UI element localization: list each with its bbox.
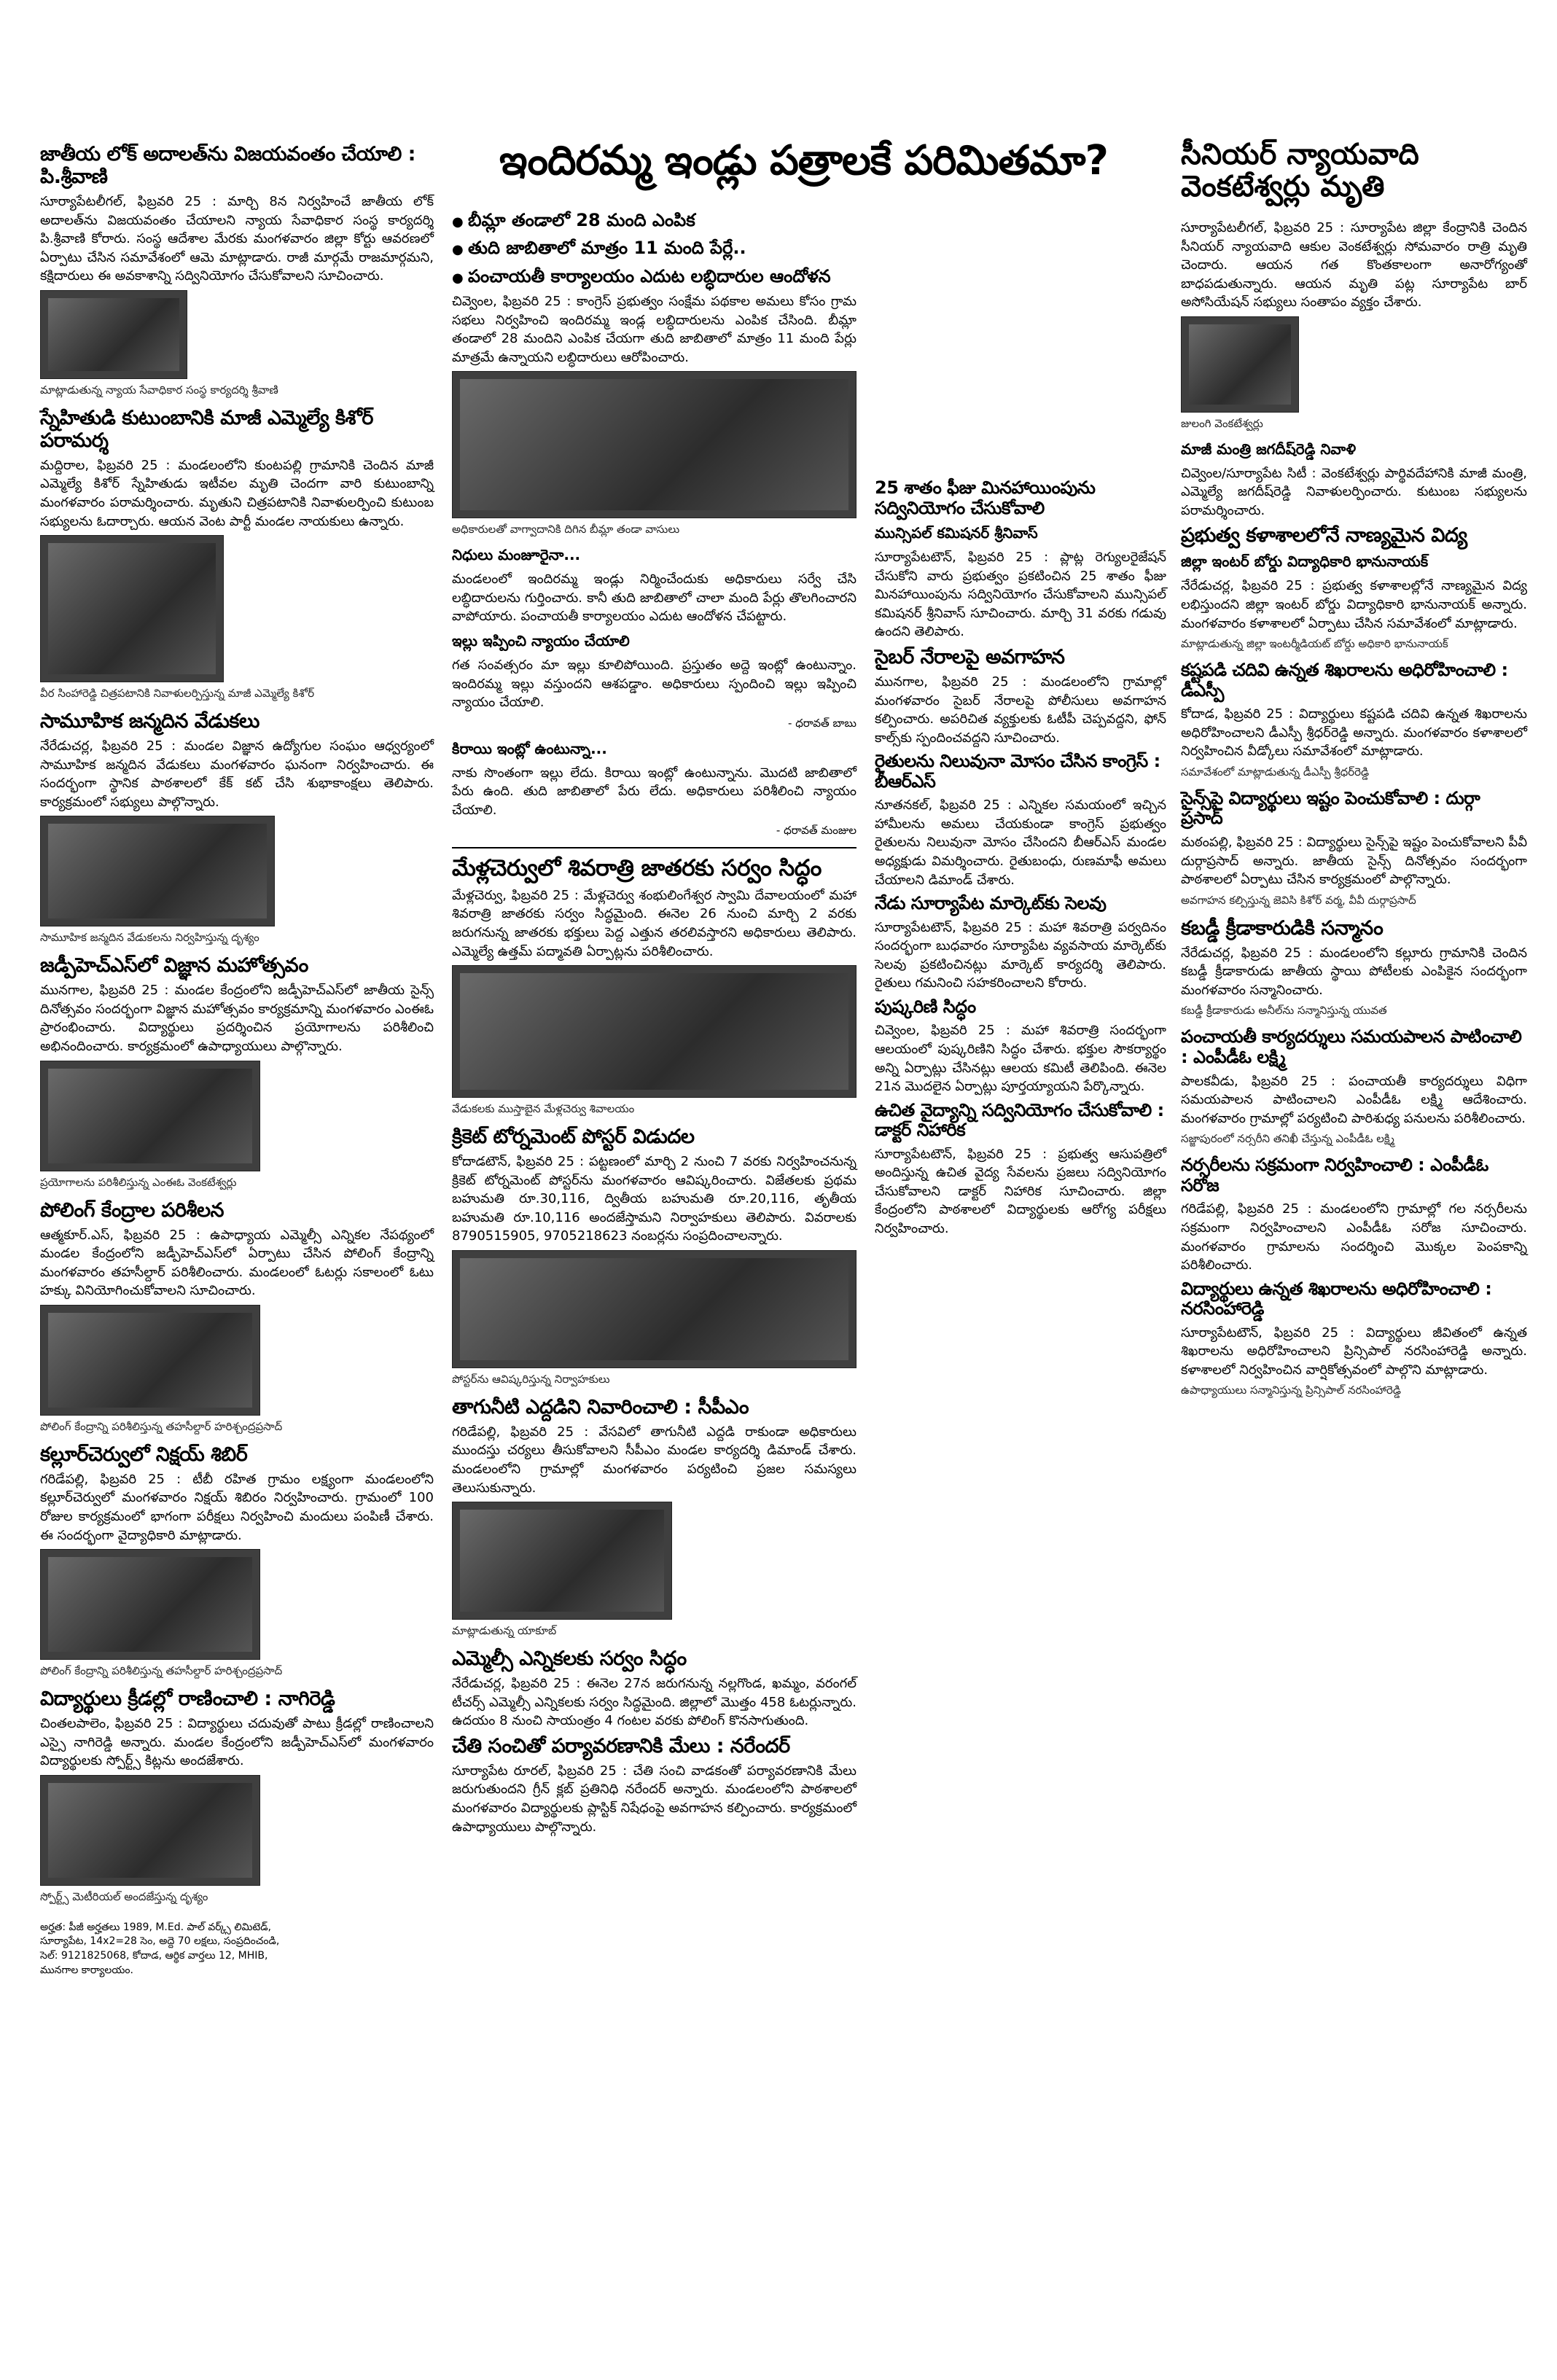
column-3 bbox=[875, 474, 1166, 1243]
article-headline: స్నేహితుడి కుటుంబానికి మాజీ ఎమ్మెల్యే కిశోర్ పరామర్శ bbox=[40, 406, 373, 452]
article-body: సూర్యాపేటటౌన్, ఫిబ్రవరి 25 : ప్లాట్ల రెగ్యులరైజేషన్ చేసుకోని వారు ప్రభుత్వం ప్రకటించిన 25 శాతం ఫీజు మినహాయింపును సద్వినియోగం చేసుకోవాలని మున్సిపల్ కమిషనర్ శ్రీనివాస్ సూచించారు. మార్చి 31 వరకు గడువు ఉందని తెలిపారు. bbox=[875, 550, 1166, 640]
news-photo bbox=[40, 816, 275, 926]
article-headline: ఎమ్మెల్సీ ఎన్నికలకు సర్వం సిద్ధం bbox=[452, 1647, 687, 1671]
byline: - ధరావత్ మంజుల bbox=[776, 824, 856, 838]
article-headline: జడ్పీహెచ్‌ఎస్‌లో విజ్ఞాన మహోత్సవం bbox=[40, 954, 308, 978]
sub-heading: జిల్లా ఇంటర్ బోర్డు విద్యాధికారి భానునాయక్ bbox=[1181, 553, 1429, 571]
photo-caption: వీర సింహారెడ్డి చిత్రపటానికి నివాళులర్పిస్తున్న మాజీ ఎమ్మెల్యే కిశోర్ bbox=[40, 687, 315, 701]
article-body: మఠంపల్లి, ఫిబ్రవరి 25 : విద్యార్థులు సైన్స్‌పై ఇష్టం పెంచుకోవాలని పీవీ దుర్గాప్రసాద్ అన్నారు. జాతీయ సైన్స్ దినోత్సవం సందర్భంగా పాఠశాలలో ఏర్పాటు చేసిన కార్యక్రమంలో పాల్గొన్నారు. bbox=[1181, 835, 1527, 888]
article-headline: కష్టపడి చదివి ఉన్నత శిఖరాలను అధిరోహించాలి : డీఎస్పీ bbox=[1181, 660, 1508, 701]
article-headline: చేతి సంచితో పర్యావరణానికి మేలు : నరేందర్ bbox=[452, 1734, 790, 1757]
article-body: నేరేడుచర్ల, ఫిబ్రవరి 25 : ఈనెల 27న జరుగనున్న నల్లగొండ, ఖమ్మం, వరంగల్ టీచర్స్ ఎమ్మెల్సీ ఎన్నికలకు సర్వం సిద్ధమైంది. జిల్లాలో మొత్తం 458 ఓటర్లున్నారు. ఉదయం 8 నుంచి సాయంత్రం 4 గంటల వరకు పోలింగ్ కొనసాగుతుంది. bbox=[452, 1676, 856, 1729]
article-headline: పుష్కరిణి సిద్ధం bbox=[875, 996, 976, 1017]
article-headline: రైతులను నిలువునా మోసం చేసిన కాంగ్రెస్ : బీఆర్ఎస్ bbox=[875, 751, 1160, 792]
news-photo bbox=[40, 1549, 260, 1660]
article-headline: క్రికెట్ టోర్నమెంట్ పోస్టర్ విడుదల bbox=[452, 1125, 695, 1149]
article-headline: పోలింగ్ కేంద్రాల పరిశీలన bbox=[40, 1198, 224, 1222]
article-headline: సైన్స్‌పై విద్యార్థులు ఇష్టం పెంచుకోవాలి : దుర్గా ప్రసాద్ bbox=[1181, 787, 1480, 829]
bullet-point: ● తుది జాబితాలో మాత్రం 11 మంది పేర్లే.. bbox=[452, 236, 856, 260]
footnote: అర్హత: పీజీ అర్హతలు 1989, M.Ed. పాల్ వర్క్స్ లిమిటెడ్, సూర్యాపేట, 14x2=28 సెం, అద్దె 70 లక్షలు, సంప్రదించండి, సెల్: 9121825068, కోదాడ, ఆర్థిక వార్తలు 12, MHIB, మునగాల కార్యాలయం. bbox=[40, 1921, 280, 1976]
article-headline: జాతీయ లోక్ అదాలత్‌ను విజయవంతం చేయాలి : పి.శ్రీవాణి bbox=[40, 143, 415, 189]
article-body: నూతనకల్, ఫిబ్రవరి 25 : ఎన్నికల సమయంలో ఇచ్చిన హామీలను అమలు చేయకుండా కాంగ్రెస్ ప్రభుత్వం రైతులను నిలువునా మోసం చేసిందని బీఆర్ఎస్ మండల అధ్యక్షుడు విమర్శించారు. రైతుబంధు, రుణమాఫీ అమలు చేయాలని డిమాండ్ చేశారు. bbox=[875, 797, 1166, 888]
article-body: నేరేడుచర్ల, ఫిబ్రవరి 25 : ప్రభుత్వ కళాశాలల్లోనే నాణ్యమైన విద్య లభిస్తుందని జిల్లా ఇంటర్ బోర్డు విద్యాధికారి భానునాయక్ అన్నారు. మంగళవారం కళాశాలలో ఏర్పాటు చేసిన సమావేశంలో మాట్లాడారు. bbox=[1181, 578, 1527, 631]
main-banner-headline: ఇందిరమ్మ ఇండ్లు పత్రాలకే పరిమితమా? bbox=[499, 137, 1108, 184]
article-body: సూర్యాపేటటౌన్, ఫిబ్రవరి 25 : విద్యార్థులు జీవితంలో ఉన్నత శిఖరాలను అధిరోహించాలని ప్రిన్సిపాల్ నరసింహారెడ్డి అన్నారు. కళాశాలలో నిర్వహించిన వార్షికోత్సవంలో పాల్గొని మాట్లాడారు. bbox=[1181, 1324, 1527, 1378]
news-photo bbox=[1181, 316, 1299, 413]
newspaper-page bbox=[40, 138, 1527, 2362]
article-body: చివ్వెంల, ఫిబ్రవరి 25 : కాంగ్రెస్ ప్రభుత్వం సంక్షేమ పథకాల అమలు కోసం గ్రామ సభలు నిర్వహించి ఇందిరమ్మ ఇండ్ల లబ్ధిదారులను ఎంపిక చేసింది. బీమ్లా తండాలో 28 మందిని ఎంపిక చేయగా తుది జాబితాలో మాత్రం 11 మంది పేర్లు మాత్రమే ఉన్నాయని లబ్ధిదారులు ఆరోపించారు. bbox=[452, 294, 856, 365]
article-body: చింతలపాలెం, ఫిబ్రవరి 25 : విద్యార్థులు చదువుతో పాటు క్రీడల్లో రాణించాలని ఎస్సై నాగిరెడ్డి అన్నారు. మండల కేంద్రంలోని జడ్పీహెచ్‌ఎస్‌లో మంగళవారం విద్యార్థులకు స్పోర్ట్స్ కిట్లను అందజేశారు. bbox=[40, 1716, 434, 1769]
article-body: నేరేడుచర్ల, ఫిబ్రవరి 25 : మండలంలోని కల్లూరు గ్రామానికి చెందిన కబడ్డీ క్రీడాకారుడు జాతీయ స్థాయి పోటీలకు ఎంపికైన సందర్భంగా మంగళవారం సన్మానించారు. bbox=[1181, 945, 1527, 998]
photo-caption: పోలింగ్ కేంద్రాన్ని పరిశీలిస్తున్న తహసీల్దార్ హరిశ్చంద్రప్రసాద్ bbox=[40, 1419, 283, 1433]
article-headline: మేళ్లచెర్వులో శివరాత్రి జాతరకు సర్వం సిద్ధం bbox=[452, 855, 822, 882]
photo-caption: అవగాహన కల్పిస్తున్న జెవిసి కిశోర్ వర్మ, వీవీ దుర్గాప్రసాద్ bbox=[1181, 893, 1416, 907]
news-photo bbox=[40, 1305, 260, 1416]
news-photo bbox=[40, 1061, 260, 1171]
article-body: గరిడేపల్లి, ఫిబ్రవరి 25 : మండలంలోని గ్రామాల్లో గల నర్సరీలను సక్రమంగా నిర్వహించాలని ఎంపీడీఓ సరోజ సూచించారు. మంగళవారం గ్రామాలను సందర్శించి మొక్కల పెంపకాన్ని పరిశీలించారు. bbox=[1181, 1201, 1527, 1273]
article-headline: కల్లూర్‌చెర్వులో నిక్షయ్ శిబిర్ bbox=[40, 1443, 248, 1466]
news-photo bbox=[40, 1775, 260, 1886]
sub-heading: కిరాయి ఇంట్లో ఉంటున్నా... bbox=[452, 739, 607, 757]
column-1 bbox=[40, 138, 434, 1978]
article-body: మేళ్లచెర్వు, ఫిబ్రవరి 25 : మేళ్లచెర్వు శంభులింగేశ్వర స్వామి దేవాలయంలో మహా శివరాత్రి జాతరకు సర్వం సిద్ధమైంది. ఈనెల 26 నుంచి మార్చి 2 వరకు జరుగనున్న జాతరకు భక్తులు పెద్ద ఎత్తున తరలివస్తారని అధికారులు తెలిపారు. ఎమ్మెల్యే ఉత్తమ్ పద్మావతి ఏర్పాట్లను పరిశీలించారు. bbox=[452, 887, 856, 959]
photo-caption: సజ్జాపురంలో నర్సరీని తనిఖీ చేస్తున్న ఎంపీడీఓ లక్ష్మి bbox=[1181, 1132, 1394, 1146]
article-body: పాలకవీడు, ఫిబ్రవరి 25 : పంచాయతీ కార్యదర్శులు విధిగా సమయపాలన పాటించాలని ఎంపీడీఓ లక్ష్మి ఆదేశించారు. మంగళవారం గ్రామాల్లో పర్యటించి పారిశుధ్య పనులను పరిశీలించారు. bbox=[1181, 1073, 1527, 1126]
article-headline: 25 శాతం ఫీజు మినహాయింపును సద్వినియోగం చేసుకోవాలి bbox=[875, 477, 1096, 518]
article-headline: విద్యార్థులు క్రీడల్లో రాణించాలి : నాగిరెడ్డి bbox=[40, 1688, 335, 1711]
news-photo bbox=[452, 371, 856, 518]
bullet-point: ● బీమ్లా తండాలో 28 మంది ఎంపిక bbox=[452, 208, 856, 232]
article-headline: సామూహిక జన్మదిన వేడుకలు bbox=[40, 710, 260, 733]
sub-heading: నిధులు మంజూరైనా... bbox=[452, 546, 581, 564]
article-headline: విద్యార్థులు ఉన్నత శిఖరాలను అధిరోహించాలి : నరసింహారెడ్డి bbox=[1181, 1278, 1492, 1319]
article-body: ఆత్మకూర్.ఎస్, ఫిబ్రవరి 25 : ఉపాధ్యాయ ఎమ్మెల్సీ ఎన్నికల నేపథ్యంలో మండల కేంద్రంలోని జడ్పీహెచ్‌ఎస్‌లో ఏర్పాటు చేసిన పోలింగ్ కేంద్రాన్ని మంగళవారం తహసీల్దార్ పరిశీలించారు. మండలంలో ఓటర్లు సకాలంలో ఓటు హక్కు వినియోగించుకోవాలని సూచించారు. bbox=[40, 1227, 434, 1299]
photo-caption: మాట్లాడుతున్న న్యాయ సేవాధికార సంస్థ కార్యదర్శి శ్రీవాణి bbox=[40, 383, 278, 397]
divider bbox=[452, 847, 856, 848]
article-body: మునగాల, ఫిబ్రవరి 25 : మండల కేంద్రంలోని జడ్పీహెచ్‌ఎస్‌లో జాతీయ సైన్స్ దినోత్సవం సందర్భంగా విజ్ఞాన మహోత్సవం కార్యక్రమాన్ని మంగళవారం ఎంఈఓ ప్రారంభించారు. విద్యార్థులు ప్రదర్శించిన ప్రయోగాలను పరిశీలించి అభినందించారు. కార్యక్రమంలో ఉపాధ్యాయులు పాల్గొన్నారు. bbox=[40, 983, 434, 1055]
news-photo bbox=[452, 965, 856, 1098]
article-body: సూర్యాపేటటౌన్, ఫిబ్రవరి 25 : ప్రభుత్వ ఆసుపత్రిలో అందిస్తున్న ఉచిత వైద్య సేవలను ప్రజలు సద్వినియోగం చేసుకోవాలని డాక్టర్ నిహారిక సూచించారు. జిల్లా కేంద్రంలోని పాఠశాలలో విద్యార్థులకు ఆరోగ్య పరీక్షలు నిర్వహించారు. bbox=[875, 1146, 1166, 1237]
photo-caption: అధికారులతో వాగ్వాదానికి దిగిన బీమ్లా తండా వాసులు bbox=[452, 523, 680, 537]
sub-heading: మాజీ మంత్రి జగదీష్‌రెడ్డి నివాళి bbox=[1181, 440, 1357, 458]
sub-heading: ఇల్లు ఇప్పించి న్యాయం చేయాలి bbox=[452, 632, 630, 649]
article-body: గత సంవత్సరం మా ఇల్లు కూలిపోయింది. ప్రస్తుతం అద్దె ఇంట్లో ఉంటున్నాం. ఇందిరమ్మ ఇల్లు వస్తుందని ఆశపడ్డాం. అధికారులు స్పందించి ఇల్లు ఇప్పించి న్యాయం చేయాలి. bbox=[452, 658, 856, 711]
article-body: మద్దిరాల, ఫిబ్రవరి 25 : మండలంలోని కుంటపల్లి గ్రామానికి చెందిన మాజీ ఎమ్మెల్యే కిశోర్ స్నేహితుడు ఇటీవల మృతి చెందగా వారి కుటుంబాన్ని మంగళవారం పరామర్శించారు. మృతుని చిత్రపటానికి నివాళులర్పించి కుటుంబ సభ్యులను ఓదార్చారు. ఆయన వెంట పార్టీ మండల నాయకులు ఉన్నారు. bbox=[40, 457, 434, 529]
article-body: చివ్వెంల, ఫిబ్రవరి 25 : మహా శివరాత్రి సందర్భంగా ఆలయంలో పుష్కరిణిని సిద్ధం చేశారు. భక్తుల సౌకర్యార్థం అన్ని ఏర్పాట్లు చేసినట్లు ఆలయ కమిటీ తెలిపింది. ఈనెల 21న మొదలైన ఏర్పాట్లు పూర్తయ్యాయని పేర్కొన్నారు. bbox=[875, 1023, 1166, 1095]
photo-caption: ఉపాధ్యాయులు సన్మానిస్తున్న ప్రిన్సిపాల్ నరసింహారెడ్డి bbox=[1181, 1384, 1402, 1397]
article-body: కోదాడ, ఫిబ్రవరి 25 : విద్యార్థులు కష్టపడి చదివి ఉన్నత శిఖరాలను అధిరోహించాలని డీఎస్పీ శ్రీధర్‌రెడ్డి అన్నారు. మంగళవారం కళాశాలలో నిర్వహించిన వీడ్కోలు సమావేశంలో మాట్లాడారు. bbox=[1181, 706, 1527, 760]
photo-caption: సామూహిక జన్మదిన వేడుకలను నిర్వహిస్తున్న దృశ్యం bbox=[40, 931, 260, 945]
article-headline: సైబర్ నేరాలపై అవగాహన bbox=[875, 645, 1065, 668]
right-banner-headline: సీనియర్ న్యాయవాది వెంకటేశ్వర్లు మృతి bbox=[1181, 138, 1419, 203]
news-photo bbox=[40, 290, 187, 379]
news-photo bbox=[452, 1502, 672, 1620]
article-headline: కబడ్డీ క్రీడాకారుడికి సన్మానం bbox=[1181, 916, 1384, 940]
article-headline: నేడు సూర్యాపేట మార్కెట్‌కు సెలవు bbox=[875, 893, 1107, 914]
article-body: సూర్యాపేటలీగల్, ఫిబ్రవరి 25 : సూర్యాపేట జిల్లా కేంద్రానికి చెందిన సీనియర్ న్యాయవాది ఆకుల వెంకటేశ్వర్లు సోమవారం రాత్రి మృతి చెందారు. ఆయన గత కొంతకాలంగా అనారోగ్యంతో బాధపడుతున్నారు. ఆయన మృతి పట్ల సూర్యాపేట బార్ అసోసియేషన్ సభ్యులు సంతాపం వ్యక్తం చేశారు. bbox=[1181, 220, 1527, 311]
article-body: సూర్యాపేట రూరల్, ఫిబ్రవరి 25 : చేతి సంచి వాడకంతో పర్యావరణానికి మేలు జరుగుతుందని గ్రీన్ క్లబ్ ప్రతినిధి నరేందర్ అన్నారు. మండలంలోని పాఠశాలలో మంగళవారం విద్యార్థులకు ప్లాస్టిక్ నిషేధంపై అవగాహన కల్పించారు. కార్యక్రమంలో ఉపాధ్యాయులు పాల్గొన్నారు. bbox=[452, 1763, 856, 1835]
sub-heading: మున్సిపల్ కమిషనర్ శ్రీనివాస్ bbox=[875, 524, 1038, 542]
article-headline: ఉచిత వైద్యాన్ని సద్వినియోగం చేసుకోవాలి : డాక్టర్ నిహారిక bbox=[875, 1099, 1164, 1141]
column-2 bbox=[452, 204, 856, 1841]
article-body: కోదాడటౌన్, ఫిబ్రవరి 25 : పట్టణంలో మార్చి 2 నుంచి 7 వరకు నిర్వహించనున్న క్రికెట్ టోర్నమెంట్ పోస్టర్‌ను మంగళవారం ఆవిష్కరించారు. విజేతలకు ప్రథమ బహుమతి రూ.30,116, ద్వితీయ బహుమతి రూ.20,116, తృతీయ బహుమతి రూ.10,116 అందజేస్తామని నిర్వాహకులు తెలిపారు. వివరాలకు 8790515905, 9705218623 నంబర్లను సంప్రదించాలన్నారు. bbox=[452, 1154, 856, 1244]
article-body: సూర్యాపేటటౌన్, ఫిబ్రవరి 25 : మహా శివరాత్రి పర్వదినం సందర్భంగా బుధవారం సూర్యాపేట వ్యవసాయ మార్కెట్‌కు సెలవు ప్రకటించినట్లు మార్కెట్ కార్యదర్శి తెలిపారు. రైతులు గమనించి సహకరించాలని కోరారు. bbox=[875, 919, 1166, 991]
article-body: గరిడేపల్లి, ఫిబ్రవరి 25 : టీబీ రహిత గ్రామం లక్ష్యంగా మండలంలోని కల్లూర్‌చెర్వులో మంగళవారం నిక్షయ్ శిబిరం నిర్వహించారు. గ్రామంలో 100 రోజుల కార్యక్రమంలో భాగంగా పరీక్షలు నిర్వహించి మందులు పంపిణీ చేశారు. ఈ సందర్భంగా వైద్యాధికారి మాట్లాడారు. bbox=[40, 1471, 434, 1543]
article-headline: పంచాయతీ కార్యదర్శులు సమయపాలన పాటించాలి : ఎంపీడీఓ లక్ష్మి bbox=[1181, 1026, 1522, 1067]
photo-caption: ప్రయోగాలను పరిశీలిస్తున్న ఎంఈఓ వెంకటేశ్వర్లు bbox=[40, 1175, 237, 1189]
article-body: గరిడేపల్లి, ఫిబ్రవరి 25 : వేసవిలో తాగునీటి ఎద్దడి రాకుండా అధికారులు ముందస్తు చర్యలు తీసుకోవాలని సీపీఎం మండల కార్యదర్శి డిమాండ్ చేశారు. మండలంలోని గ్రామాల్లో మంగళవారం పర్యటించి ప్రజల సమస్యలు తెలుసుకున్నారు. bbox=[452, 1424, 856, 1496]
news-photo bbox=[452, 1250, 856, 1368]
article-body: నేరేడుచర్ల, ఫిబ్రవరి 25 : మండల విజ్ఞాన ఉద్యోగుల సంఘం ఆధ్వర్యంలో సామూహిక జన్మదిన వేడుకలు మంగళవారం ఘనంగా నిర్వహించారు. ఈ సందర్భంగా స్థానిక పాఠశాలలో కేక్ కట్ చేసి శుభాకాంక్షలు తెలిపారు. కార్యక్రమంలో సభ్యులు పాల్గొన్నారు. bbox=[40, 738, 434, 810]
column-4 bbox=[1181, 219, 1527, 1407]
news-photo bbox=[40, 535, 224, 682]
article-body: మునగాల, ఫిబ్రవరి 25 : మండలంలోని గ్రామాల్లో మంగళవారం సైబర్ నేరాలపై పోలీసులు అవగాహన కల్పించారు. అపరిచిత వ్యక్తులకు ఓటీపీ చెప్పవద్దని, ఫోన్ కాల్స్‌కు స్పందించవద్దని సూచించారు. bbox=[875, 674, 1166, 746]
photo-caption: పోలింగ్ కేంద్రాన్ని పరిశీలిస్తున్న తహసీల్దార్ హరిశ్చంద్రప్రసాద్ bbox=[40, 1664, 283, 1678]
photo-caption: మాట్లాడుతున్న యాకూబ్ bbox=[452, 1624, 557, 1638]
photo-caption: స్పోర్ట్స్ మెటీరియల్ అందజేస్తున్న దృశ్యం bbox=[40, 1889, 208, 1903]
photo-caption: వేడుకలకు ముస్తాబైన మేళ్లచెర్వు శివాలయం bbox=[452, 1102, 635, 1116]
photo-caption: సమావేశంలో మాట్లాడుతున్న డీఎస్పీ శ్రీధర్‌రెడ్డి bbox=[1181, 765, 1370, 779]
photo-caption: కబడ్డీ క్రీడాకారుడు అనీల్‌ను సన్మానిస్తున్న యువత bbox=[1181, 1004, 1387, 1018]
photo-caption: జులంగి వెంకటేశ్వర్లు bbox=[1181, 416, 1263, 430]
article-headline: నర్సరీలను సక్రమంగా నిర్వహించాలి : ఎంపీడీఓ సరోజ bbox=[1181, 1155, 1488, 1195]
photo-caption: పోస్టర్‌ను ఆవిష్కరిస్తున్న నిర్వాహకులు bbox=[452, 1372, 610, 1386]
article-headline: తాగునీటి ఎద్దడిని నివారించాలి : సీపీఎం bbox=[452, 1395, 749, 1419]
photo-caption: మాట్లాడుతున్న జిల్లా ఇంటర్మీడియట్ బోర్డు అధికారి భానునాయక్ bbox=[1181, 637, 1448, 651]
article-body: సూర్యాపేటలీగల్, ఫిబ్రవరి 25 : మార్చి 8న నిర్వహించే జాతీయ లోక్ అదాలత్‌ను విజయవంతం చేయాలని న్యాయ సేవాధికార సంస్థ కార్యదర్శి పి.శ్రీవాణి కోరారు. సంస్థ ఆదేశాల మేరకు మంగళవారం జిల్లా కోర్టు ఆవరణలో ఏర్పాటు చేసిన సమావేశంలో ఆమె మాట్లాడారు. రాజీ మార్గమే రాజమార్గమని, కక్షిదారులు ఈ అవకాశాన్ని సద్వినియోగం చేసుకోవాలని సూచించారు. bbox=[40, 194, 434, 284]
article-body: మండలంలో ఇందిరమ్మ ఇండ్లు నిర్మించేందుకు అధికారులు సర్వే చేసి లబ్ధిదారులను గుర్తించారు. కానీ తుది జాబితాలో చాలా మంది పేర్లు తొలగించారని వాపోయారు. పంచాయతీ కార్యాలయం ఎదుట ఆందోళన చేపట్టారు. bbox=[452, 571, 856, 625]
byline: - ధరావత్ బాబు bbox=[788, 716, 856, 730]
bullet-point: ● పంచాయతీ కార్యాలయం ఎదుట లబ్ధిదారుల ఆందోళన bbox=[452, 265, 856, 288]
article-headline: ప్రభుత్వ కళాశాలలోనే నాణ్యమైన విద్య bbox=[1181, 524, 1467, 547]
article-body: చివ్వెంల/సూర్యాపేట సిటీ : వెంకటేశ్వర్లు పార్థివదేహానికి మాజీ మంత్రి, ఎమ్మెల్యే జగదీష్‌రెడ్డి నివాళులర్పించారు. కుటుంబ సభ్యులను పరామర్శించారు. bbox=[1181, 465, 1527, 518]
article-body: నాకు సొంతంగా ఇల్లు లేదు. కిరాయి ఇంట్లో ఉంటున్నాను. మొదటి జాబితాలో పేరు ఉంది. తుది జాబితాలో పేరు లేదు. అధికారులు పరిశీలించి న్యాయం చేయాలి. bbox=[452, 765, 856, 818]
